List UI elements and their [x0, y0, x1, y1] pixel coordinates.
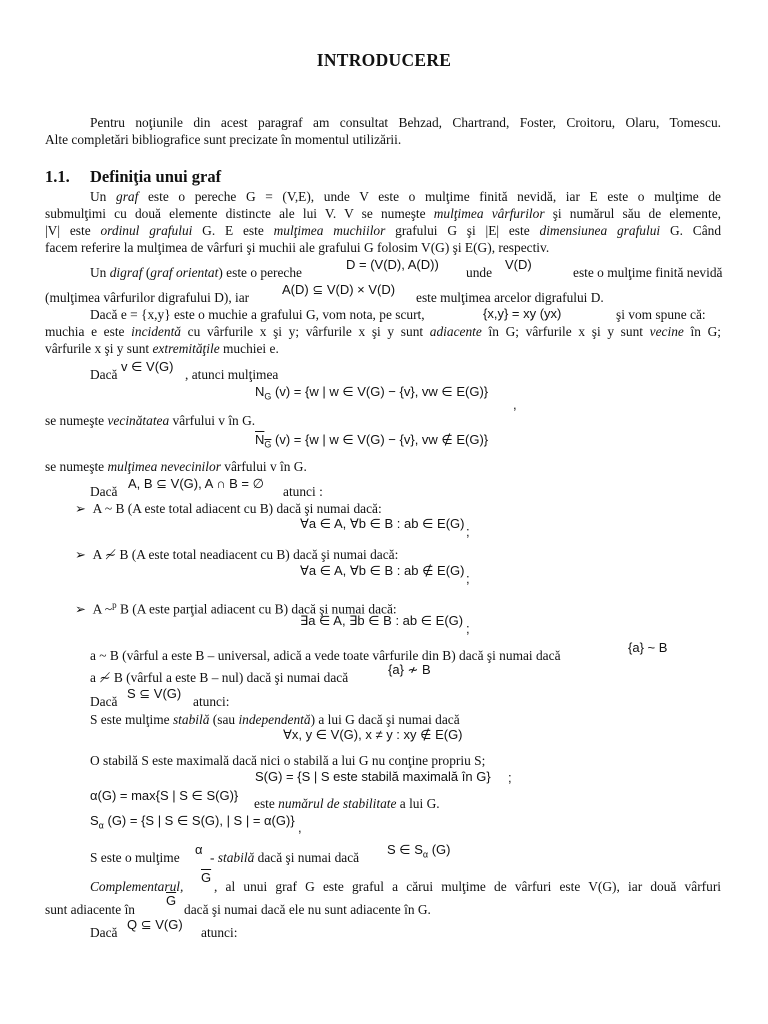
p5-daca: Dacă	[90, 484, 118, 499]
null-formula: {a} ≁ B	[388, 662, 431, 677]
bullet-arrow-icon: ➢	[75, 602, 86, 618]
p6-maximal: O stabilă S este maximală dacă nici o stabilă a lui G nu conţine propriu S;	[90, 753, 486, 768]
p1-line-3: |V| este ordinul grafului G. E este mulţimea muchiilor grafului G şi |E| este dimensiunea grafului G. Când	[45, 223, 722, 238]
p7-line-2-a: sunt adiacente în	[45, 902, 135, 917]
edge-notation-formula: {x,y} = xy (yx)	[483, 306, 562, 321]
bullet-arrow-icon: ➢	[75, 502, 86, 517]
p6-alpha-stable-b: - stabilă dacă şi numai dacă	[210, 850, 360, 865]
p5-then: atunci :	[283, 484, 323, 499]
intro-line-2: Alte completări bibliografice sunt precizate în momentul utilizării.	[45, 132, 402, 147]
vd-formula: V(D)	[505, 257, 532, 272]
p7-then: atunci:	[201, 925, 238, 940]
p3-line-2: muchia e este incidentă cu vârfurile x şi y; vârfurile x şi y sunt adiacente în G; vârfurile x şi y sunt vecine în G;	[45, 324, 722, 339]
p4-neighborhood-label: se numeşte vecinătatea vârfului v în G.	[45, 413, 256, 428]
p7-line-2-b: dacă şi numai dacă ele nu sunt adiacente în G.	[184, 902, 431, 917]
s-alpha-formula: $S_\alpha$ (G) = {S | S ∈ S(G), | S | = α(G)}	[90, 813, 295, 831]
q-subset-formula: Q ⊆ V(G)	[127, 917, 183, 932]
p6-alpha-stable-a: S este o mulţime	[90, 850, 180, 865]
p2-line-2-text: (mulţimea vârfurilor digrafului D), iar	[45, 290, 250, 305]
p6-stable-def: S este mulţime stabilă (sau independentă) a lui G dacă şi numai dacă	[90, 712, 460, 727]
p6-null: a ≁ B (vârful a este B – nul) dacă şi numai dacă	[90, 670, 349, 685]
p3-line-3: vârfurile x şi y sunt extremităţile muchiei e.	[45, 341, 279, 356]
neighborhood-comma: ,	[513, 397, 517, 412]
total-adjacent-formula: ∀a ∈ A, ∀b ∈ B : ab ∈ E(G)	[300, 516, 465, 531]
partial-adjacent-formula: ∃a ∈ A, ∃b ∈ B : ab ∈ E(G)	[300, 613, 464, 628]
alpha-formula: α(G) = max{S | S ∈ S(G)}	[90, 788, 239, 803]
section-number: 1.1.	[45, 167, 70, 186]
p2-line-1-text: Un digraf (graf orientat) este o pereche	[90, 265, 302, 280]
digraph-definition-formula: D = (V(D), A(D))	[346, 257, 439, 272]
p6-daca: Dacă	[90, 694, 118, 709]
p7-line-1-rest: , al unui graf G este graful a cărui mulţime de vârfuri este V(G), iar două vârfuri	[214, 879, 721, 894]
non-neighbors-formula: $N_G$ (v) = {w | w ∈ V(G) − {v}, vw ∉ E(G)}	[255, 432, 489, 450]
s-subset-formula: S ⊆ V(G)	[127, 686, 182, 701]
formula2-semicolon: ;	[466, 571, 470, 586]
p4-daca: Dacă	[90, 367, 118, 382]
ab-subset-formula: A, B ⊆ V(G), A ∩ B = ∅	[128, 476, 264, 491]
stable-formula: ∀x, y ∈ V(G), x ≠ y : xy ∉ E(G)	[283, 727, 463, 742]
bullet-1: ➢ A ~ B (A este total adiacent cu B) dacă şi numai dacă:	[75, 501, 382, 517]
complement-symbol-2: $\overline{G}$	[166, 893, 177, 908]
complement-symbol: $\overline{G}$	[201, 870, 212, 885]
maximal-set-formula: S(G) = {S | S este stabilă maximală în G}	[255, 769, 491, 784]
p1-line-4: facem referire la mulţimea de vârfuri şi muchii ale grafului G folosim V(G) şi E(G), respectiv.	[45, 240, 550, 255]
p3-line-1-end: şi vom spune că:	[616, 307, 706, 322]
universal-formula: {a} ~ B	[628, 640, 668, 655]
p4-non-neighbors-label: se numeşte mulţimea nevecinilor vârfului v în G.	[45, 459, 307, 474]
s-in-s-alpha-formula: S ∈ $S_\alpha$ (G)	[387, 842, 451, 860]
p6-universal: a ~ B (vârful a este B – universal, adică a vede toate vârfurile din B) dacă şi numai dacă	[90, 648, 561, 663]
p6-stability-number: este numărul de stabilitate a lui G.	[254, 796, 440, 811]
arcs-formula: A(D) ⊆ V(D) × V(D)	[282, 282, 396, 297]
intro-line-1: Pentru noţiunile din acest paragraf am consultat Behzad, Chartrand, Foster, Croitoru, Olaru, Tomescu.	[90, 115, 721, 130]
bullet-3: ➢ A ~$^p$ B (A este parţial adiacent cu B) dacă şi numai dacă:	[75, 600, 397, 618]
neighborhood-formula: $N_G$ (v) = {w | w ∈ V(G) − {v}, vw ∈ E(G)}	[255, 384, 489, 402]
p1-line-2: submulţimi cu două elemente distincte ale lui V. V se numeşte mulţimea vârfurilor şi numărul său de elemente,	[45, 206, 721, 221]
p2-where: unde	[466, 265, 493, 280]
bullet-arrow-icon: ➢	[75, 548, 86, 563]
section-title: Definiţia unui graf	[90, 167, 222, 186]
maximal-semicolon: ;	[508, 770, 512, 785]
bullet-2: ➢ A ≁ B (A este total neadiacent cu B) dacă şi numai dacă:	[75, 547, 399, 563]
formula1-semicolon: ;	[466, 524, 470, 539]
p2-line-2-end: este mulţimea arcelor digrafului D.	[416, 290, 604, 305]
p2-line-1-end: este o mulţime finită nevidă	[573, 265, 723, 280]
alpha-symbol: α	[195, 842, 203, 857]
v-in-vg-formula: v ∈ V(G)	[121, 359, 174, 374]
p7-complement-label: Complementarul,	[90, 879, 184, 894]
p7-daca: Dacă	[90, 925, 118, 940]
section-heading	[45, 167, 221, 187]
p1-line-1: Un graf este o pereche G = (V,E), unde V este o mulţime finită nevidă, iar E este o mulţime de	[90, 189, 721, 204]
formula3-semicolon: ;	[466, 621, 470, 636]
p4-then: , atunci mulţimea	[185, 367, 279, 382]
total-nonadjacent-formula: ∀a ∈ A, ∀b ∈ B : ab ∉ E(G)	[300, 563, 465, 578]
p6-then: atunci:	[193, 694, 230, 709]
s-alpha-comma: ,	[298, 820, 302, 835]
p3-line-1-text: Dacă e = {x,y} este o muchie a grafului G, vom nota, pe scurt,	[90, 307, 425, 322]
page-title: INTRODUCERE	[316, 50, 452, 70]
